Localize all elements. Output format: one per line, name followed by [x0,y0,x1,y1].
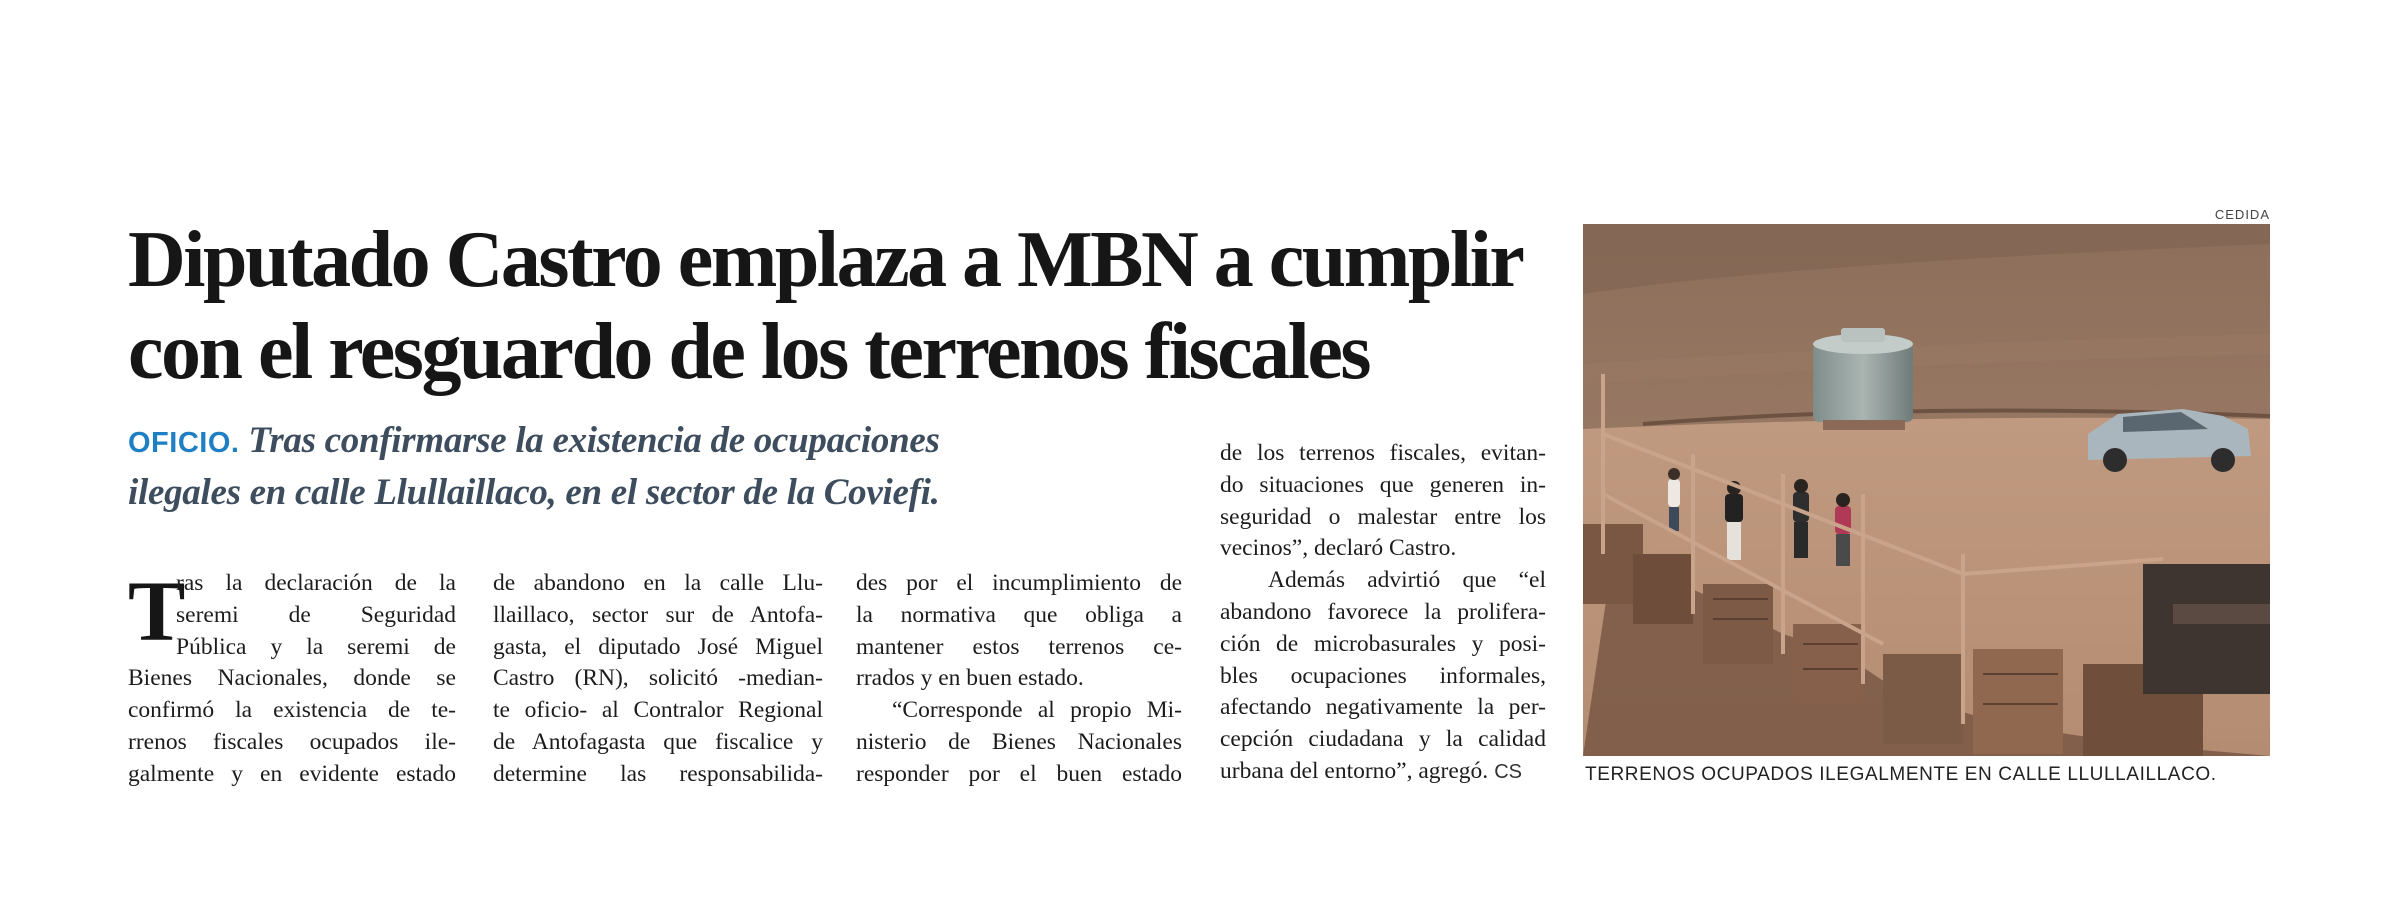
lead-paragraph [128,416,1128,518]
body-column-4 [1220,438,1546,789]
body-line: llaillaco, sector sur de Antofa- [493,601,823,628]
body-line: Bienes Nacionales, donde se [128,665,456,692]
body-line: bles ocupaciones informales, [1220,662,1546,689]
kicker-label: OFICIO. [128,427,240,459]
body-line: Pública y la seremi de [176,633,456,660]
headline-line-1: Diputado Castro emplaza a MBN a cumplir [128,216,1523,304]
lead-line-2: ilegales en calle Llullaillaco, en el sector de la Coviefi. [128,472,940,513]
body-line: rrados y en buen estado. [856,665,1084,692]
body-line: seguridad o malestar entre los [1220,503,1546,530]
body-line: afectando negativamente la per- [1220,694,1546,721]
photo-caption: TERRENOS OCUPADOS ILEGALMENTE EN CALLE LLULLAILLACO. [1585,764,2217,785]
body-line: do situaciones que generen in- [1220,471,1546,498]
body-column-1 [128,563,456,791]
lead-line-1 [128,416,1128,468]
body-line: Castro (RN), solicitó -median- [493,665,823,692]
body-column-2 [493,568,823,791]
end-mark-icon: CS [1494,760,1522,783]
drop-cap: T [128,563,186,659]
body-line: mantener estos terrenos ce- [856,633,1182,660]
body-line: de abandono en la calle Llu- [493,570,823,596]
body-line: des por el incumplimiento de [856,570,1182,596]
body-line: de los terrenos fiscales, evitan- [1220,440,1546,466]
body-line: gasta, el diputado José Miguel [493,633,823,660]
article-photo [1583,224,2270,756]
body-line: rrenos fiscales ocupados ile- [128,728,456,755]
body-line: ción de microbasurales y posi- [1220,630,1546,657]
body-line: cepción ciudadana y la calidad [1220,726,1546,753]
body-line: vecinos”, declaró Castro. [1220,535,1457,562]
body-line-last [1220,756,1546,789]
headline-line-2: con el resguardo de los terrenos fiscales [128,308,1370,396]
body-line: Además advirtió que “el [1268,567,1546,594]
headline [128,214,1568,398]
body-line-last-text: urbana del entorno”, agregó. [1220,757,1489,784]
body-line: “Corresponde al propio Mi- [892,697,1182,724]
body-line: nisterio de Bienes Nacionales [856,728,1182,755]
body-line: galmente y en evidente estado [128,760,456,787]
body-line: te oficio- al Contralor Regional [493,697,823,724]
body-line: ras la declaración de la [176,570,456,596]
lead-text-1: Tras confirmarse la existencia de ocupaciones [239,420,940,461]
body-line: determine las responsabilida- [493,760,823,787]
body-line: la normativa que obliga a [856,601,1182,628]
body-line: seremi de Seguridad [176,601,456,628]
body-line: responder por el buen estado [856,760,1182,787]
body-line: abandono favorece la prolifera- [1220,598,1546,625]
body-line: de Antofagasta que fiscalice y [493,728,823,755]
body-column-3 [856,568,1182,791]
body-line: confirmó la existencia de te- [128,697,456,724]
photo-credit: CEDIDA [2214,207,2270,222]
